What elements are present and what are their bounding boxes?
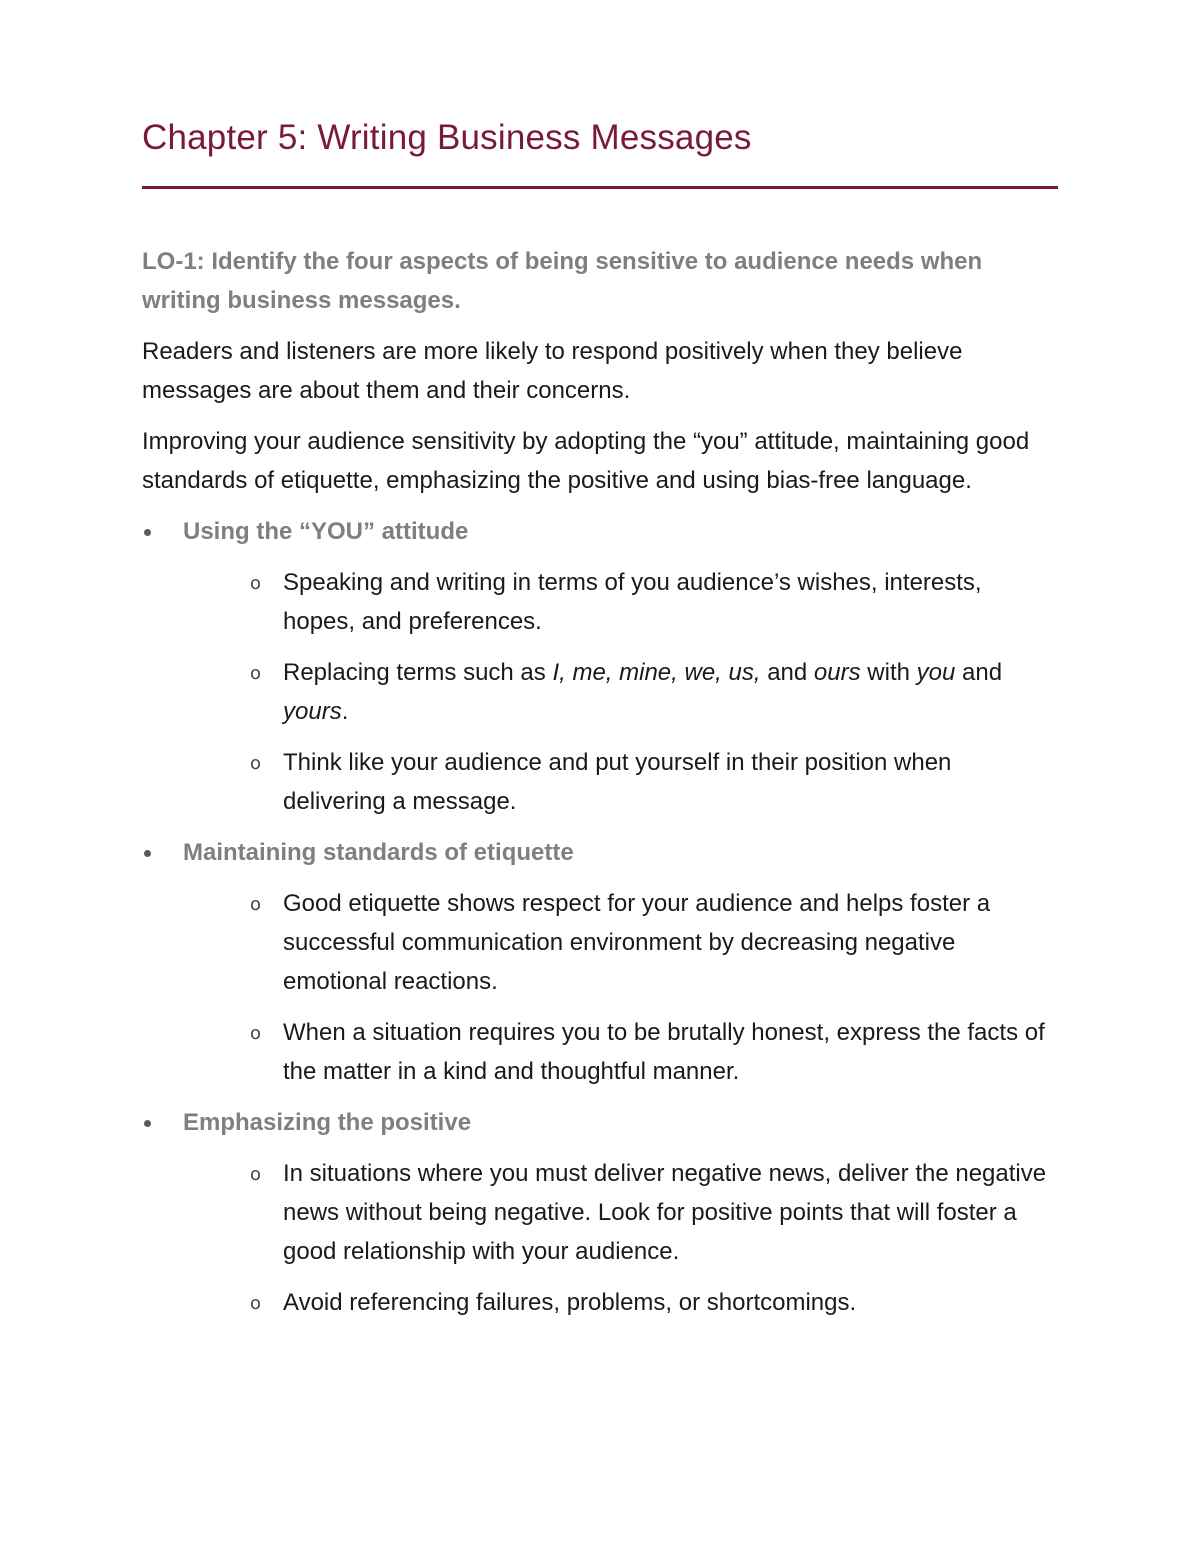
sub-item-text: Replacing terms such as I, me, mine, we, us, and ours with you and yours. [283,659,1003,725]
sub-list-item [250,1013,1060,1091]
sub-list-item [250,1283,1060,1322]
sub-list [183,563,1060,821]
aspects-list [142,512,1060,1322]
circle-bullet-icon: o [250,1023,262,1044]
sub-list-item [250,1154,1060,1271]
circle-bullet-icon: o [250,753,262,774]
sub-list-item [250,743,1060,821]
page-title: Chapter 5: Writing Business Messages [142,118,752,157]
circle-bullet-icon: o [250,663,262,684]
sub-item-text: Avoid referencing failures, problems, or shortcomings. [283,1289,857,1316]
sub-item-text: Think like your audience and put yourself in their position when delivering a message. [283,749,952,815]
sub-item-text: In situations where you must deliver negative news, deliver the negative news without being negative. Look for positive points that will foster a good relationship with your audience. [283,1160,1047,1265]
list-item [142,833,1060,1091]
sub-list [183,884,1060,1091]
circle-bullet-icon: o [250,894,262,915]
list-item [142,512,1060,821]
bullet-icon [144,850,151,857]
circle-bullet-icon: o [250,1164,262,1185]
paragraph: Improving your audience sensitivity by adopting the “you” attitude, maintaining good standards of etiquette, emphasizing the positive and using bias-free language. [142,428,1030,494]
section-label: Maintaining standards of etiquette [183,839,574,866]
sub-list-item [250,563,1060,641]
bullet-icon [144,1120,151,1127]
paragraph: Readers and listeners are more likely to respond positively when they believe messages are about them and their concerns. [142,338,963,404]
title-divider [142,186,1058,189]
document-body [142,242,1060,1334]
sub-list-item [250,884,1060,1001]
sub-item-text: Good etiquette shows respect for your audience and helps foster a successful communication environment by decreasing negative emotional reactions. [283,890,991,995]
sub-list-item [250,653,1060,731]
list-item [142,1103,1060,1322]
learning-objective-heading: LO-1: Identify the four aspects of being sensitive to audience needs when writing business messages. [142,248,983,314]
sub-item-text: When a situation requires you to be brutally honest, express the facts of the matter in a kind and thoughtful manner. [283,1019,1045,1085]
section-label: Using the “YOU” attitude [183,518,469,545]
sub-list [183,1154,1060,1322]
bullet-icon [144,529,151,536]
section-label: Emphasizing the positive [183,1109,472,1136]
circle-bullet-icon: o [250,573,262,594]
circle-bullet-icon: o [250,1293,262,1314]
sub-item-text: Speaking and writing in terms of you audience’s wishes, interests, hopes, and preferences. [283,569,982,635]
